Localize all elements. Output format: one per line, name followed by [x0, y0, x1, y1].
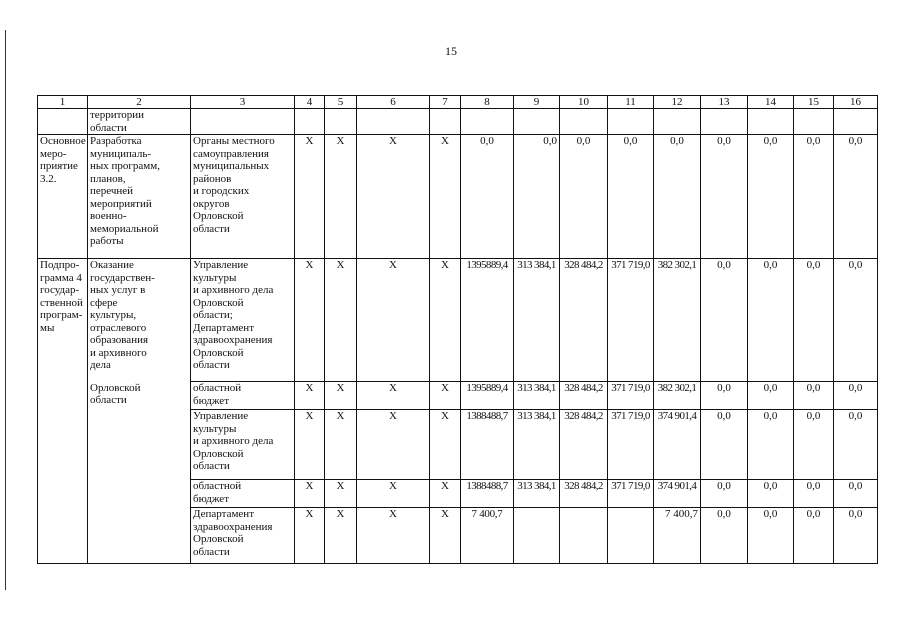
- value-cell: X: [357, 135, 430, 259]
- name-cell: Разработка муниципаль- ных программ, планов, перечней мероприятий военно- мемориальной работы: [88, 135, 191, 259]
- value-cell: 382 302,1: [654, 382, 701, 410]
- col-header-5: 5: [325, 96, 357, 109]
- value-cell: 313 384,1: [514, 259, 560, 382]
- value-cell: X: [295, 135, 325, 259]
- value-cell: X: [295, 410, 325, 480]
- value-cell: X: [325, 259, 357, 382]
- value-cell: X: [357, 410, 430, 480]
- value-cell: 0,0: [461, 135, 514, 259]
- value-cell: [654, 109, 701, 135]
- value-cell: X: [430, 259, 461, 382]
- value-cell: 0,0: [701, 382, 748, 410]
- value-cell: 0,0: [560, 135, 608, 259]
- value-cell: [357, 109, 430, 135]
- value-cell: X: [357, 382, 430, 410]
- value-cell: 0,0: [794, 410, 834, 480]
- value-cell: 7 400,7: [461, 508, 514, 564]
- value-cell: 328 484,2: [560, 480, 608, 508]
- value-cell: 0,0: [748, 508, 794, 564]
- value-cell: 0,0: [701, 410, 748, 480]
- binding-margin-line: [5, 30, 6, 590]
- col-header-15: 15: [794, 96, 834, 109]
- value-cell: [514, 109, 560, 135]
- col-header-13: 13: [701, 96, 748, 109]
- value-cell: 0,0: [794, 135, 834, 259]
- value-cell: 0,0: [748, 259, 794, 382]
- program-cell: [38, 109, 88, 135]
- page-number: 15: [445, 44, 457, 58]
- col-header-7: 7: [430, 96, 461, 109]
- value-cell: [794, 109, 834, 135]
- table-row: [38, 135, 878, 259]
- value-cell: 0,0: [834, 410, 878, 480]
- value-cell: [430, 109, 461, 135]
- executor-cell: Управление культуры и архивного дела Орловской области; Департамент здравоохранения Орловской области: [191, 259, 295, 382]
- col-header-6: 6: [357, 96, 430, 109]
- value-cell: 0,0: [608, 135, 654, 259]
- value-cell: [325, 109, 357, 135]
- table-row: [38, 382, 878, 410]
- name-cell: Оказание государствен- ных услуг в сфере культуры, отраслевого образования и архивного дела: [88, 259, 191, 382]
- value-cell: X: [325, 508, 357, 564]
- value-cell: 0,0: [701, 480, 748, 508]
- value-cell: 374 901,4: [654, 410, 701, 480]
- executor-cell: [191, 109, 295, 135]
- value-cell: 0,0: [748, 480, 794, 508]
- col-header-12: 12: [654, 96, 701, 109]
- executor-cell: Органы местного самоуправления муниципальных районов и городских округов Орловской области: [191, 135, 295, 259]
- executor-cell: областной бюджет: [191, 480, 295, 508]
- value-cell: 1395889,4: [461, 382, 514, 410]
- value-cell: [560, 508, 608, 564]
- value-cell: 0,0: [748, 135, 794, 259]
- value-cell: [514, 508, 560, 564]
- value-cell: X: [325, 135, 357, 259]
- value-cell: 0,0: [834, 135, 878, 259]
- col-header-2: 2: [88, 96, 191, 109]
- col-header-1: 1: [38, 96, 88, 109]
- value-cell: 0,0: [794, 382, 834, 410]
- budget-table: [37, 95, 878, 564]
- value-cell: [461, 109, 514, 135]
- value-cell: [295, 109, 325, 135]
- value-cell: 1388488,7: [461, 410, 514, 480]
- name-cell: Орловской области: [88, 382, 191, 564]
- value-cell: X: [325, 382, 357, 410]
- value-cell: 0,0: [794, 259, 834, 382]
- executor-cell: областной бюджет: [191, 382, 295, 410]
- program-cell: Подпро- грамма 4 государ- ственной програм- мы: [38, 259, 88, 564]
- value-cell: X: [430, 480, 461, 508]
- executor-cell: Департамент здравоохранения Орловской области: [191, 508, 295, 564]
- value-cell: X: [430, 135, 461, 259]
- value-cell: 382 302,1: [654, 259, 701, 382]
- value-cell: X: [295, 382, 325, 410]
- column-number-header-row: [38, 96, 878, 109]
- value-cell: [608, 508, 654, 564]
- value-cell: 328 484,2: [560, 410, 608, 480]
- value-cell: 313 384,1: [514, 410, 560, 480]
- value-cell: 313 384,1: [514, 480, 560, 508]
- value-cell: 328 484,2: [560, 382, 608, 410]
- value-cell: 0,0: [834, 508, 878, 564]
- value-cell: 328 484,2: [560, 259, 608, 382]
- value-cell: 374 901,4: [654, 480, 701, 508]
- value-cell: [748, 109, 794, 135]
- value-cell: X: [295, 508, 325, 564]
- value-cell: 371 719,0: [608, 382, 654, 410]
- col-header-16: 16: [834, 96, 878, 109]
- value-cell: X: [325, 410, 357, 480]
- value-cell: X: [295, 259, 325, 382]
- value-cell: 0,0: [834, 382, 878, 410]
- value-cell: 371 719,0: [608, 259, 654, 382]
- col-header-14: 14: [748, 96, 794, 109]
- col-header-11: 11: [608, 96, 654, 109]
- value-cell: 0,0: [514, 135, 560, 259]
- value-cell: X: [430, 410, 461, 480]
- value-cell: 0,0: [701, 508, 748, 564]
- name-cell: территории области: [88, 109, 191, 135]
- value-cell: X: [357, 508, 430, 564]
- value-cell: 0,0: [654, 135, 701, 259]
- value-cell: 0,0: [794, 480, 834, 508]
- value-cell: X: [295, 480, 325, 508]
- col-header-3: 3: [191, 96, 295, 109]
- value-cell: 0,0: [701, 259, 748, 382]
- value-cell: 0,0: [748, 382, 794, 410]
- col-header-10: 10: [560, 96, 608, 109]
- col-header-8: 8: [461, 96, 514, 109]
- col-header-9: 9: [514, 96, 560, 109]
- value-cell: X: [357, 480, 430, 508]
- value-cell: 0,0: [834, 259, 878, 382]
- value-cell: 1395889,4: [461, 259, 514, 382]
- value-cell: 371 719,0: [608, 480, 654, 508]
- value-cell: 0,0: [748, 410, 794, 480]
- table-row: [38, 259, 878, 382]
- value-cell: X: [325, 480, 357, 508]
- value-cell: [834, 109, 878, 135]
- value-cell: [701, 109, 748, 135]
- value-cell: 1388488,7: [461, 480, 514, 508]
- executor-cell: Управление культуры и архивного дела Орловской области: [191, 410, 295, 480]
- value-cell: 371 719,0: [608, 410, 654, 480]
- value-cell: X: [430, 508, 461, 564]
- value-cell: 0,0: [834, 480, 878, 508]
- value-cell: X: [357, 259, 430, 382]
- value-cell: [608, 109, 654, 135]
- value-cell: 313 384,1: [514, 382, 560, 410]
- value-cell: 0,0: [701, 135, 748, 259]
- col-header-4: 4: [295, 96, 325, 109]
- program-cell: Основное меро- приятие 3.2.: [38, 135, 88, 259]
- value-cell: [560, 109, 608, 135]
- table-row: [38, 109, 878, 135]
- value-cell: 7 400,7: [654, 508, 701, 564]
- value-cell: 0,0: [794, 508, 834, 564]
- value-cell: X: [430, 382, 461, 410]
